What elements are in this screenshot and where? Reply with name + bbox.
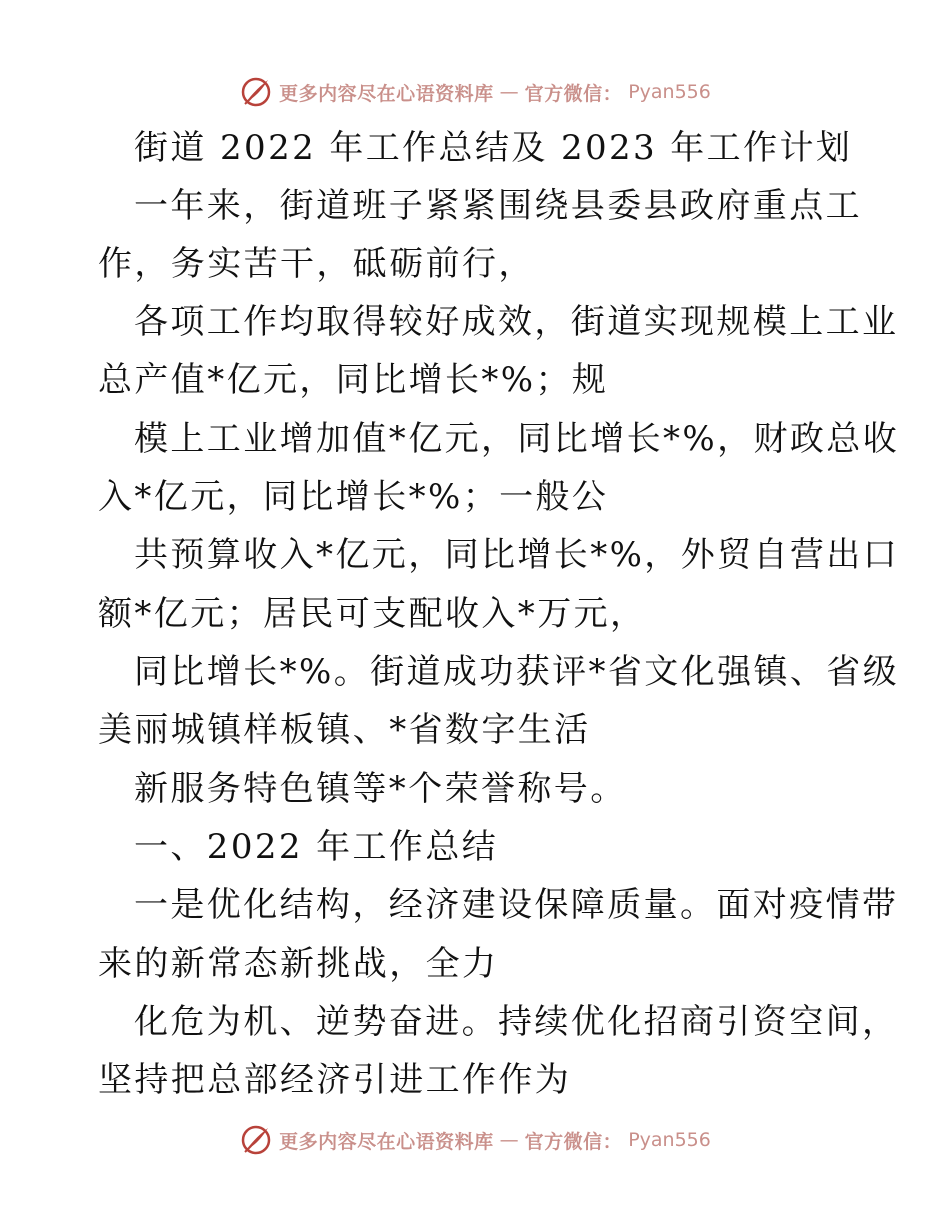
watermark-wechat-id: Pyan556 xyxy=(628,1129,711,1151)
paragraph-line: 新服务特色镇等*个荣誉称号。 xyxy=(134,769,627,809)
paragraph-line: 化危为机、逆势奋进。持续优化招商引资空间， xyxy=(134,1002,899,1042)
watermark-wechat-label: 官方微信： xyxy=(524,82,623,105)
paragraph-line: 总产值*亿元，同比增长*%；规 xyxy=(98,360,609,400)
paragraph-line: 模上工业增加值*亿元，同比增长*%，财政总收 xyxy=(134,419,900,459)
watermark-wechat-id: Pyan556 xyxy=(628,81,711,103)
paragraph-line: 额*亿元；居民可支配收入*万元， xyxy=(98,594,647,634)
watermark-wechat-label: 官方微信： xyxy=(524,1130,623,1153)
paragraph-line: 一年来，街道班子紧紧围绕县委县政府重点工 xyxy=(134,186,862,226)
red-feather-logo-icon xyxy=(239,1123,273,1157)
watermark-site-text: 更多内容尽在心语资料库 xyxy=(279,82,494,105)
paragraph-line: 作，务实苦干，砥砺前行， xyxy=(98,244,535,284)
watermark-site-text: 更多内容尽在心语资料库 xyxy=(279,1130,494,1153)
watermark-separator: — xyxy=(499,81,519,103)
paragraph-line: 共预算收入*亿元，同比增长*%，外贸自营出口 xyxy=(134,535,900,575)
paragraph-line: 来的新常态新挑战，全力 xyxy=(98,944,499,984)
document-title: 街道 2022 年工作总结及 2023 年工作计划 xyxy=(134,128,853,168)
paragraph-line: 一是优化结构，经济建设保障质量。面对疫情带 xyxy=(134,885,899,925)
watermark-separator: — xyxy=(499,1129,519,1151)
paragraph-line: 同比增长*%。街道成功获评*省文化强镇、省级 xyxy=(134,652,900,692)
section-heading: 一、2022 年工作总结 xyxy=(134,827,499,867)
paragraph-line: 坚持把总部经济引进工作作为 xyxy=(98,1060,572,1100)
paragraph-line: 美丽城镇样板镇、*省数字生活 xyxy=(98,710,591,750)
paragraph-line: 入*亿元，同比增长*%；一般公 xyxy=(98,477,609,517)
paragraph-line: 各项工作均取得较好成效，街道实现规模上工业 xyxy=(134,302,899,342)
watermark-banner-bottom xyxy=(0,1120,950,1160)
